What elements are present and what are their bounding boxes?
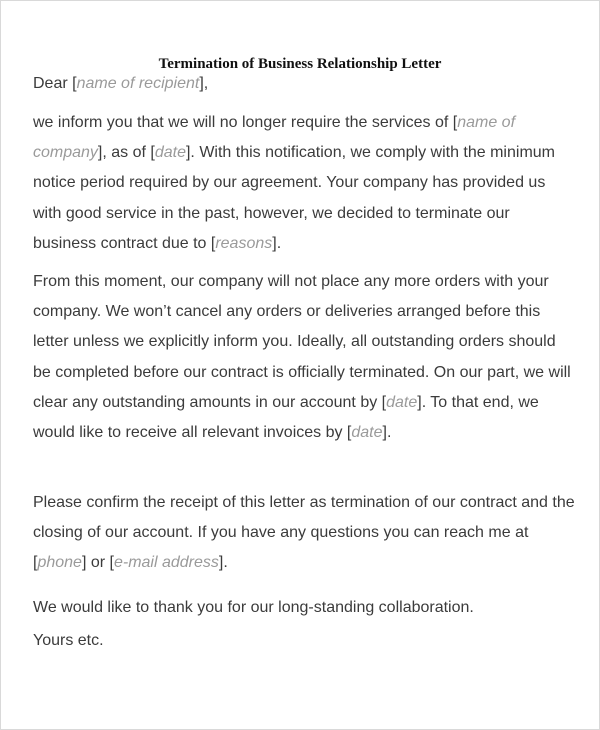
para2-text-1: From this moment, our company will not place any more orders with your company. We won’t cancel any orders or deliveries arranged before this letter unless we explicitly inform you. Ideally, all outstanding orders should be completed before our contract is officially terminated. On our part, we will clear any outstanding amounts in our account by [ <box>33 273 571 411</box>
para1-text-3: ]. With this notification, we comply with the minimum notice period required by our agreement. Your company has provided us with good service in the past, however, we decided to terminate our business contract due to [ <box>33 144 555 252</box>
greeting-suffix: ], <box>199 75 209 92</box>
paragraph-notice <box>33 108 575 259</box>
para3-text-1: Please confirm the receipt of this letter as termination of our contract and the closing of our account. If you have any questions you can reach me at [ <box>33 494 575 572</box>
recipient-placeholder: name of recipient <box>76 75 200 92</box>
company-placeholder: name of company <box>33 114 516 162</box>
greeting <box>33 69 575 99</box>
paragraph-thanks: We would like to thank you for our long-standing collaboration. <box>33 599 474 616</box>
letter-title: Termination of Business Relationship Letter <box>158 56 442 72</box>
phone-placeholder: phone <box>37 554 82 572</box>
para2-text-2: ]. To that end, we would like to receive all relevant invoices by [ <box>33 393 539 442</box>
para2-text-3: ]. <box>382 424 392 442</box>
greeting-prefix: Dear [ <box>33 75 77 92</box>
date-placeholder: date <box>386 393 418 411</box>
para1-text-2: ], as of [ <box>97 144 155 162</box>
para1-text-4: ]. <box>272 234 282 252</box>
reasons-placeholder: reasons <box>215 234 273 252</box>
para1-text-1: we inform you that we will no longer require the services of [ <box>33 114 458 131</box>
para3-text-2: ] or [ <box>81 554 114 572</box>
paragraph-orders <box>33 267 575 448</box>
date-placeholder: date <box>351 424 383 442</box>
para3-text-3: ]. <box>218 554 228 572</box>
paragraph-confirmation <box>33 488 575 579</box>
closing: Yours etc. <box>33 632 104 649</box>
email-placeholder: e-mail address <box>113 554 219 572</box>
date-placeholder: date <box>154 144 186 162</box>
